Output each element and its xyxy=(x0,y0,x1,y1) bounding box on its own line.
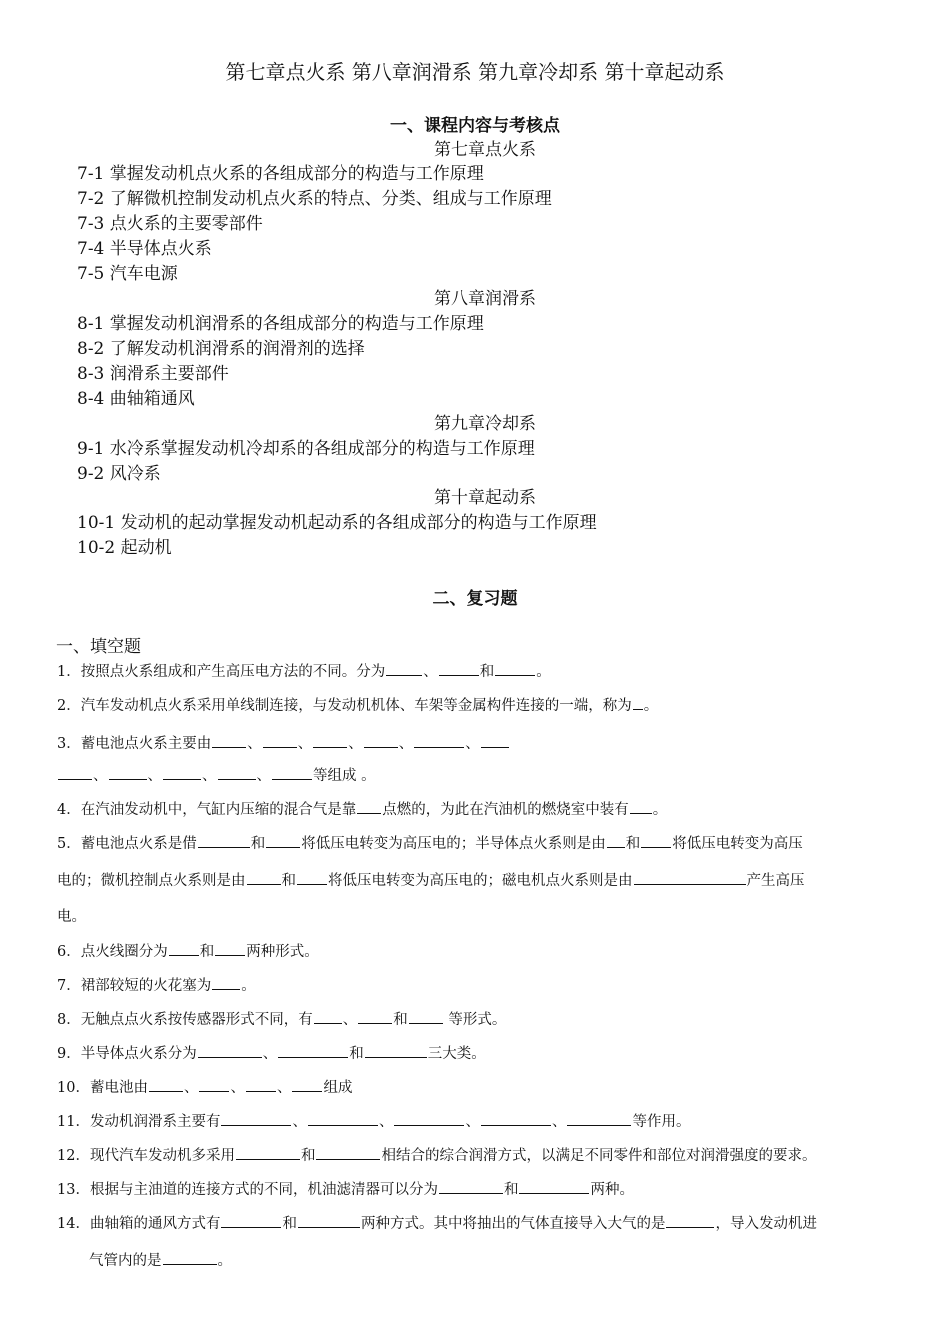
question-text: 、 xyxy=(93,768,108,784)
answer-blank xyxy=(298,1213,360,1228)
question-text: 两种。 xyxy=(590,1182,634,1198)
question-text: 和 xyxy=(625,836,641,852)
question-text: 、 xyxy=(147,768,162,784)
outline-item: 10-2 起动机 xyxy=(77,538,172,558)
answer-blank xyxy=(519,1179,589,1194)
question-text: 4．在汽油发动机中，气缸内压缩的混合气是靠 xyxy=(57,802,357,818)
question-text: 、 xyxy=(423,664,438,680)
question-8 xyxy=(57,1009,897,1030)
question-12 xyxy=(57,1145,897,1166)
question-text: 3．蓄电池点火系主要由 xyxy=(57,736,212,752)
question-text: 气管内的是 xyxy=(89,1253,162,1269)
chapter-heading-10 xyxy=(0,486,950,510)
question-1 xyxy=(57,661,897,682)
question-text: 和 xyxy=(281,873,296,889)
question-text: 、 xyxy=(183,1080,199,1096)
question-text: 7．裙部较短的火花塞为 xyxy=(57,978,212,994)
question-text: 等组成 。 xyxy=(313,768,376,784)
outline-item: 8-1 掌握发动机润滑系的各组成部分的构造与工作原理 xyxy=(77,314,484,334)
outline-item: 7-5 汽车电源 xyxy=(77,264,178,284)
answer-blank xyxy=(308,1111,378,1126)
answer-blank xyxy=(386,661,422,676)
outline-item: 8-2 了解发动机润滑系的润滑剂的选择 xyxy=(77,339,365,359)
question-text: 11．发动机润滑系主要有 xyxy=(57,1114,221,1130)
question-2 xyxy=(57,695,897,716)
answer-blank xyxy=(278,1043,348,1058)
question-5 xyxy=(57,833,897,854)
question-text: 将低压电转变为高压电的；磁电机点火系则是由 xyxy=(328,873,633,889)
outline-item: 8-4 曲轴箱通风 xyxy=(77,389,195,409)
question-text: 2．汽车发动机点火系采用单线制连接，与发动机机体、车架等金属构件连接的一端，称为 xyxy=(57,698,632,714)
question-text: 、 xyxy=(465,1114,480,1130)
section-heading-review: 二、复习题 xyxy=(432,589,518,609)
answer-blank xyxy=(236,1145,300,1160)
question-6 xyxy=(57,941,897,962)
question-7 xyxy=(57,975,897,996)
outline-item: 7-3 点火系的主要零部件 xyxy=(77,214,263,234)
outline-item: 7-2 了解微机控制发动机点火系的特点、分类、组成与工作原理 xyxy=(77,189,552,209)
answer-blank xyxy=(198,1043,262,1058)
outline-item: 7-1 掌握发动机点火系的各组成部分的构造与工作原理 xyxy=(77,164,484,184)
question-text: 相结合的综合润滑方式，以满足不同零件和部位对润滑强度的要求。 xyxy=(381,1148,817,1164)
question-3 xyxy=(57,733,897,754)
answer-blank xyxy=(246,1077,276,1092)
outline-item: 10-1 发动机的起动掌握发动机起动系的各组成部分的构造与工作原理 xyxy=(77,513,597,533)
answer-blank xyxy=(199,1077,229,1092)
question-text: 和 xyxy=(199,944,215,960)
answer-blank xyxy=(365,1043,427,1058)
document-title: 第七章点火系 第八章润滑系 第九章冷却系 第十章起动系 xyxy=(225,60,725,84)
answer-blank xyxy=(109,765,147,780)
answer-blank xyxy=(481,1111,551,1126)
question-text: 组成 xyxy=(323,1080,353,1096)
question-5-continued-2 xyxy=(57,907,897,927)
question-text: 6．点火线圈分为 xyxy=(57,944,168,960)
answer-blank xyxy=(567,1111,631,1126)
question-10 xyxy=(57,1077,897,1098)
answer-blank xyxy=(641,833,671,848)
answer-blank xyxy=(266,833,300,848)
question-text: 、 xyxy=(551,1114,567,1130)
answer-blank xyxy=(215,941,245,956)
answer-blank xyxy=(439,1179,503,1194)
answer-blank xyxy=(313,733,347,748)
answer-blank xyxy=(607,833,625,848)
question-11 xyxy=(57,1111,897,1132)
question-3-continued xyxy=(57,765,897,786)
answer-blank xyxy=(495,661,535,676)
question-text: 。 xyxy=(241,978,256,994)
question-text: 等作用。 xyxy=(632,1114,691,1130)
answer-blank xyxy=(666,1213,714,1228)
section-heading-course-content: 一、课程内容与考核点 xyxy=(390,116,560,136)
question-text: 产生高压 xyxy=(746,873,805,889)
outline-item: 9-2 风冷系 xyxy=(77,464,161,484)
answer-blank xyxy=(218,765,256,780)
question-text: 。 xyxy=(217,1253,232,1269)
answer-blank xyxy=(316,1145,380,1160)
outline-item: 8-3 润滑系主要部件 xyxy=(77,364,229,384)
question-text: 。 xyxy=(536,664,551,680)
answer-blank xyxy=(439,661,479,676)
question-5-continued xyxy=(57,870,897,891)
question-text: 和 xyxy=(300,1148,316,1164)
question-text: 点燃的，为此在汽油机的燃烧室中装有 xyxy=(382,802,629,818)
answer-blank xyxy=(221,1213,281,1228)
answer-blank xyxy=(263,733,297,748)
answer-blank xyxy=(314,1009,342,1024)
outline-item: 9-1 水冷系掌握发动机冷却系的各组成部分的构造与工作原理 xyxy=(77,439,535,459)
question-text: 将低压电转变为高压 xyxy=(672,836,803,852)
question-text: 1．按照点火系组成和产生高压电方法的不同。分为 xyxy=(57,664,386,680)
question-text: 、 xyxy=(342,1012,358,1028)
question-text: 、 xyxy=(247,736,262,752)
question-13 xyxy=(57,1179,897,1200)
answer-blank xyxy=(169,941,199,956)
answer-blank xyxy=(149,1077,183,1092)
question-text: 、 xyxy=(202,768,217,784)
question-text: 。 xyxy=(652,802,668,818)
question-text: 电。 xyxy=(57,909,86,925)
answer-blank xyxy=(481,733,509,748)
fill-in-heading: 一、填空题 xyxy=(56,637,141,657)
question-text: 和 xyxy=(479,664,495,680)
question-text: 等形式。 xyxy=(443,1012,507,1028)
answer-blank xyxy=(247,870,281,885)
question-text: 、 xyxy=(465,736,480,752)
answer-blank xyxy=(364,733,398,748)
answer-blank xyxy=(409,1009,443,1024)
question-text: 和 xyxy=(250,836,266,852)
question-text: 三大类。 xyxy=(427,1046,486,1062)
answer-blank xyxy=(633,695,643,710)
answer-blank xyxy=(163,765,201,780)
question-text: 、 xyxy=(292,1114,307,1130)
answer-blank xyxy=(358,1009,392,1024)
question-text: 、 xyxy=(262,1046,278,1062)
question-text: 8．无触点点火系按传感器形式不同，有 xyxy=(57,1012,313,1028)
question-text: 和 xyxy=(393,1012,408,1028)
chapter-heading-8 xyxy=(0,287,950,311)
question-text: ，导入发动机进 xyxy=(715,1216,817,1232)
answer-blank xyxy=(212,975,240,990)
answer-blank xyxy=(292,1077,322,1092)
chapter-heading-text: 第十章起动系 xyxy=(434,488,536,508)
question-text: 13．根据与主油道的连接方式的不同，机油滤清器可以分为 xyxy=(57,1182,438,1198)
answer-blank xyxy=(414,733,464,748)
question-text: 、 xyxy=(256,768,271,784)
question-9 xyxy=(57,1043,897,1064)
answer-blank xyxy=(163,1250,217,1265)
question-text: 电的；微机控制点火系则是由 xyxy=(57,873,246,889)
question-text: 。 xyxy=(643,698,659,714)
question-text: 两种方式。其中将抽出的气体直接导入大气的是 xyxy=(360,1216,666,1232)
question-text: 和 xyxy=(349,1046,364,1062)
question-14 xyxy=(57,1213,897,1234)
question-text: 将低压电转变为高压电的；半导体点火系则是由 xyxy=(301,836,606,852)
answer-blank xyxy=(212,733,246,748)
question-text: 、 xyxy=(276,1080,292,1096)
answer-blank xyxy=(58,765,92,780)
question-text: 、 xyxy=(230,1080,245,1096)
chapter-heading-text: 第九章冷却系 xyxy=(434,414,536,434)
answer-blank xyxy=(272,765,312,780)
question-text: 和 xyxy=(503,1182,519,1198)
answer-blank xyxy=(634,870,746,885)
question-text: 两种形式。 xyxy=(246,944,319,960)
answer-blank xyxy=(198,833,250,848)
outline-item: 7-4 半导体点火系 xyxy=(77,239,212,259)
answer-blank xyxy=(394,1111,464,1126)
question-14-continued xyxy=(89,1250,929,1271)
question-text: 10．蓄电池由 xyxy=(57,1080,148,1096)
question-text: 12．现代汽车发动机多采用 xyxy=(57,1148,235,1164)
question-text: 9．半导体点火系分为 xyxy=(57,1046,197,1062)
question-text: 、 xyxy=(378,1114,394,1130)
chapter-heading-9 xyxy=(0,412,950,436)
question-4 xyxy=(57,799,897,820)
answer-blank xyxy=(630,799,652,814)
question-text: 5．蓄电池点火系是借 xyxy=(57,836,197,852)
chapter-heading-text: 第八章润滑系 xyxy=(434,289,536,309)
question-text: 、 xyxy=(297,736,313,752)
chapter-heading-text: 第七章点火系 xyxy=(434,140,536,160)
question-text: 14．曲轴箱的通风方式有 xyxy=(57,1216,221,1232)
question-text: 、 xyxy=(348,736,363,752)
answer-blank xyxy=(297,870,327,885)
question-text: 、 xyxy=(398,736,414,752)
answer-blank xyxy=(357,799,381,814)
question-text: 和 xyxy=(282,1216,297,1232)
chapter-heading-7 xyxy=(0,138,950,162)
answer-blank xyxy=(221,1111,291,1126)
